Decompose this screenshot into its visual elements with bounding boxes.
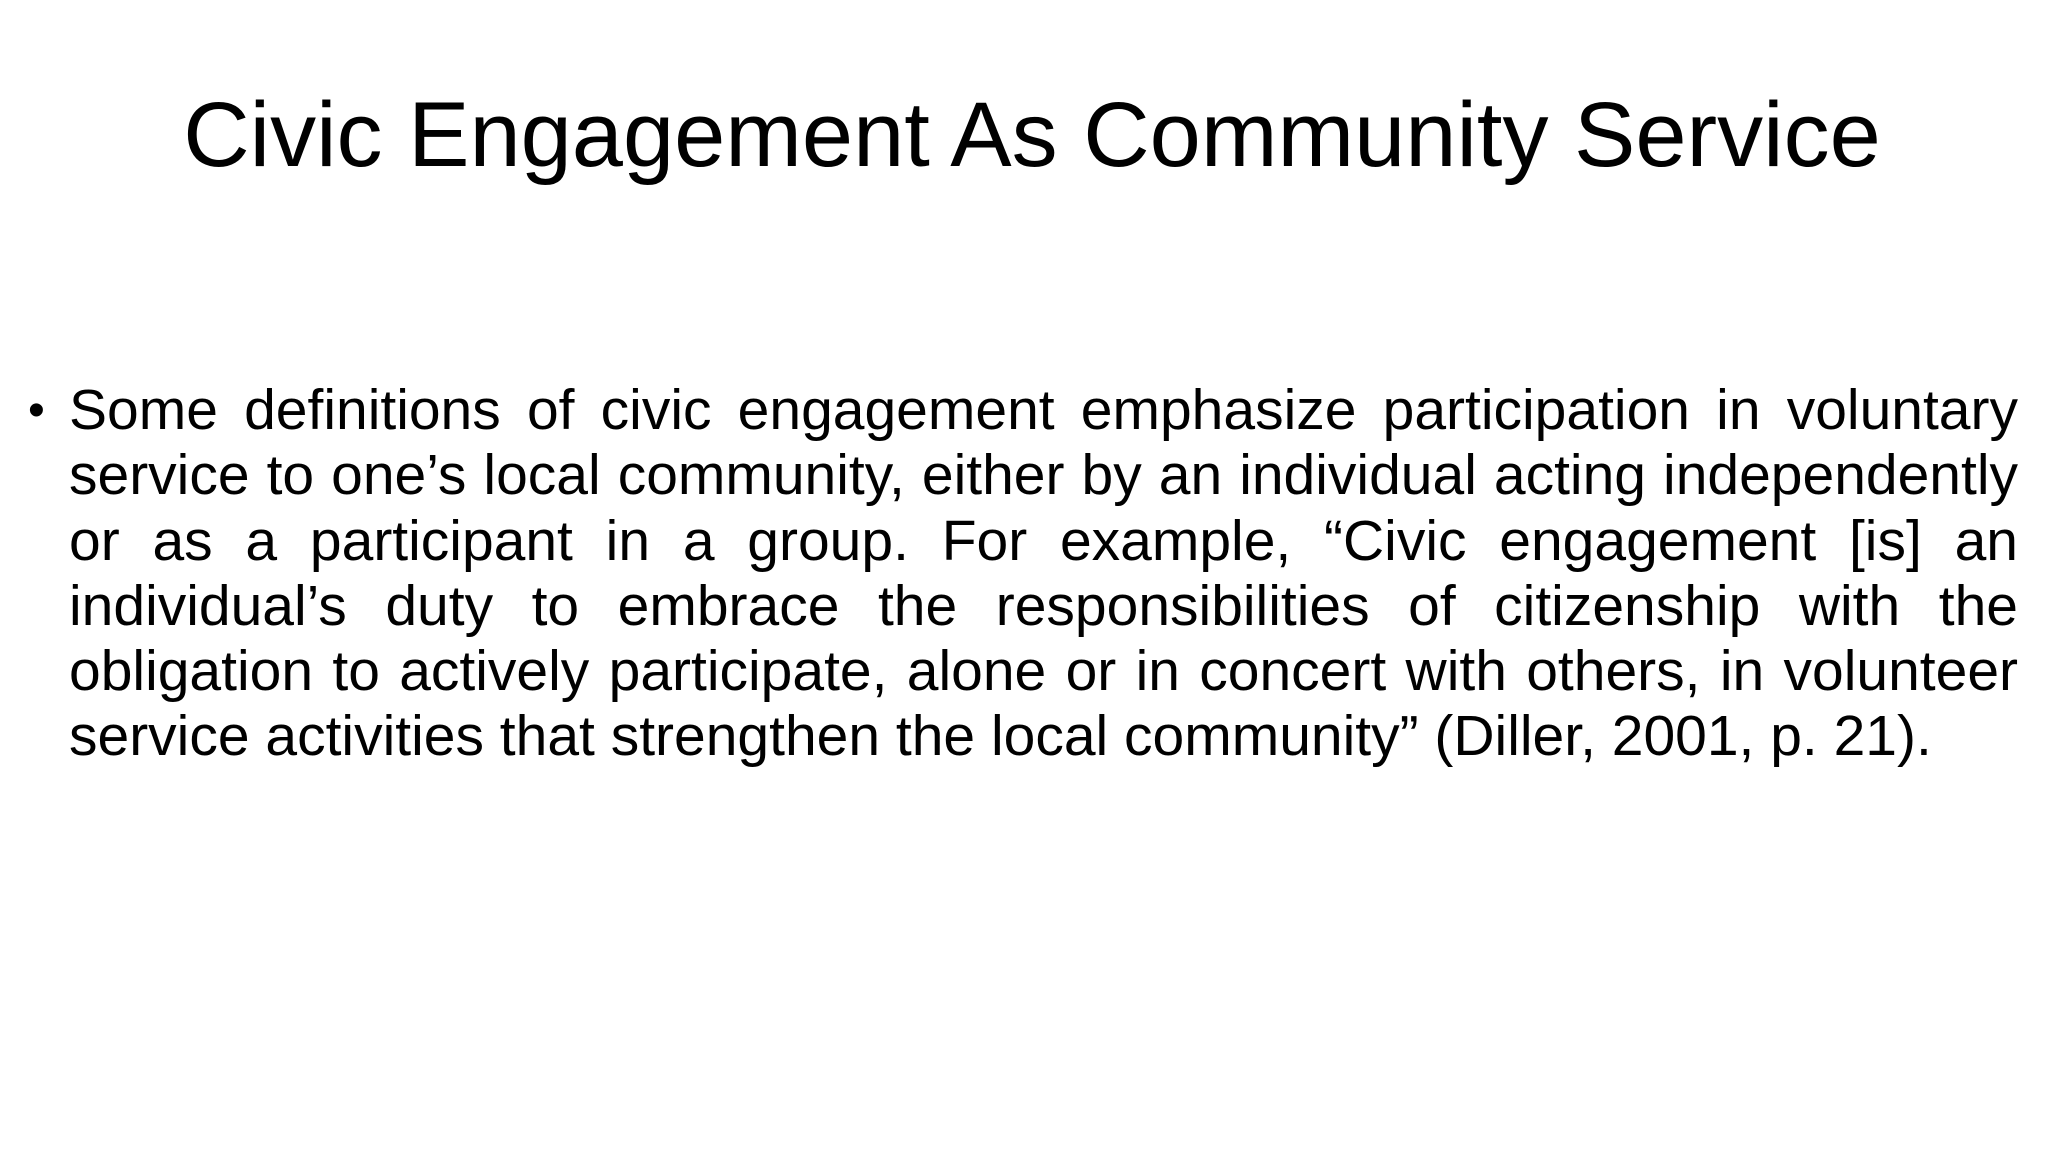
bullet-marker: •: [28, 384, 45, 437]
bullet-text: Some definitions of civic engagement emphasize participation in voluntary service to one’s local community, either by an individual acting independently or as a participant in a group. For example, “Civic engagement [is] an individual’s duty to embrace the responsibilities of citizenship with the obligation to actively participate, alone or in concert with others, in volunteer service activities that strengthen the local community” (Diller, 2001, p. 21).: [69, 378, 2018, 769]
bullet-list: [28, 378, 2018, 770]
slide-title: Civic Engagement As Community Service: [183, 84, 1881, 186]
bullet-item: [28, 378, 2018, 770]
